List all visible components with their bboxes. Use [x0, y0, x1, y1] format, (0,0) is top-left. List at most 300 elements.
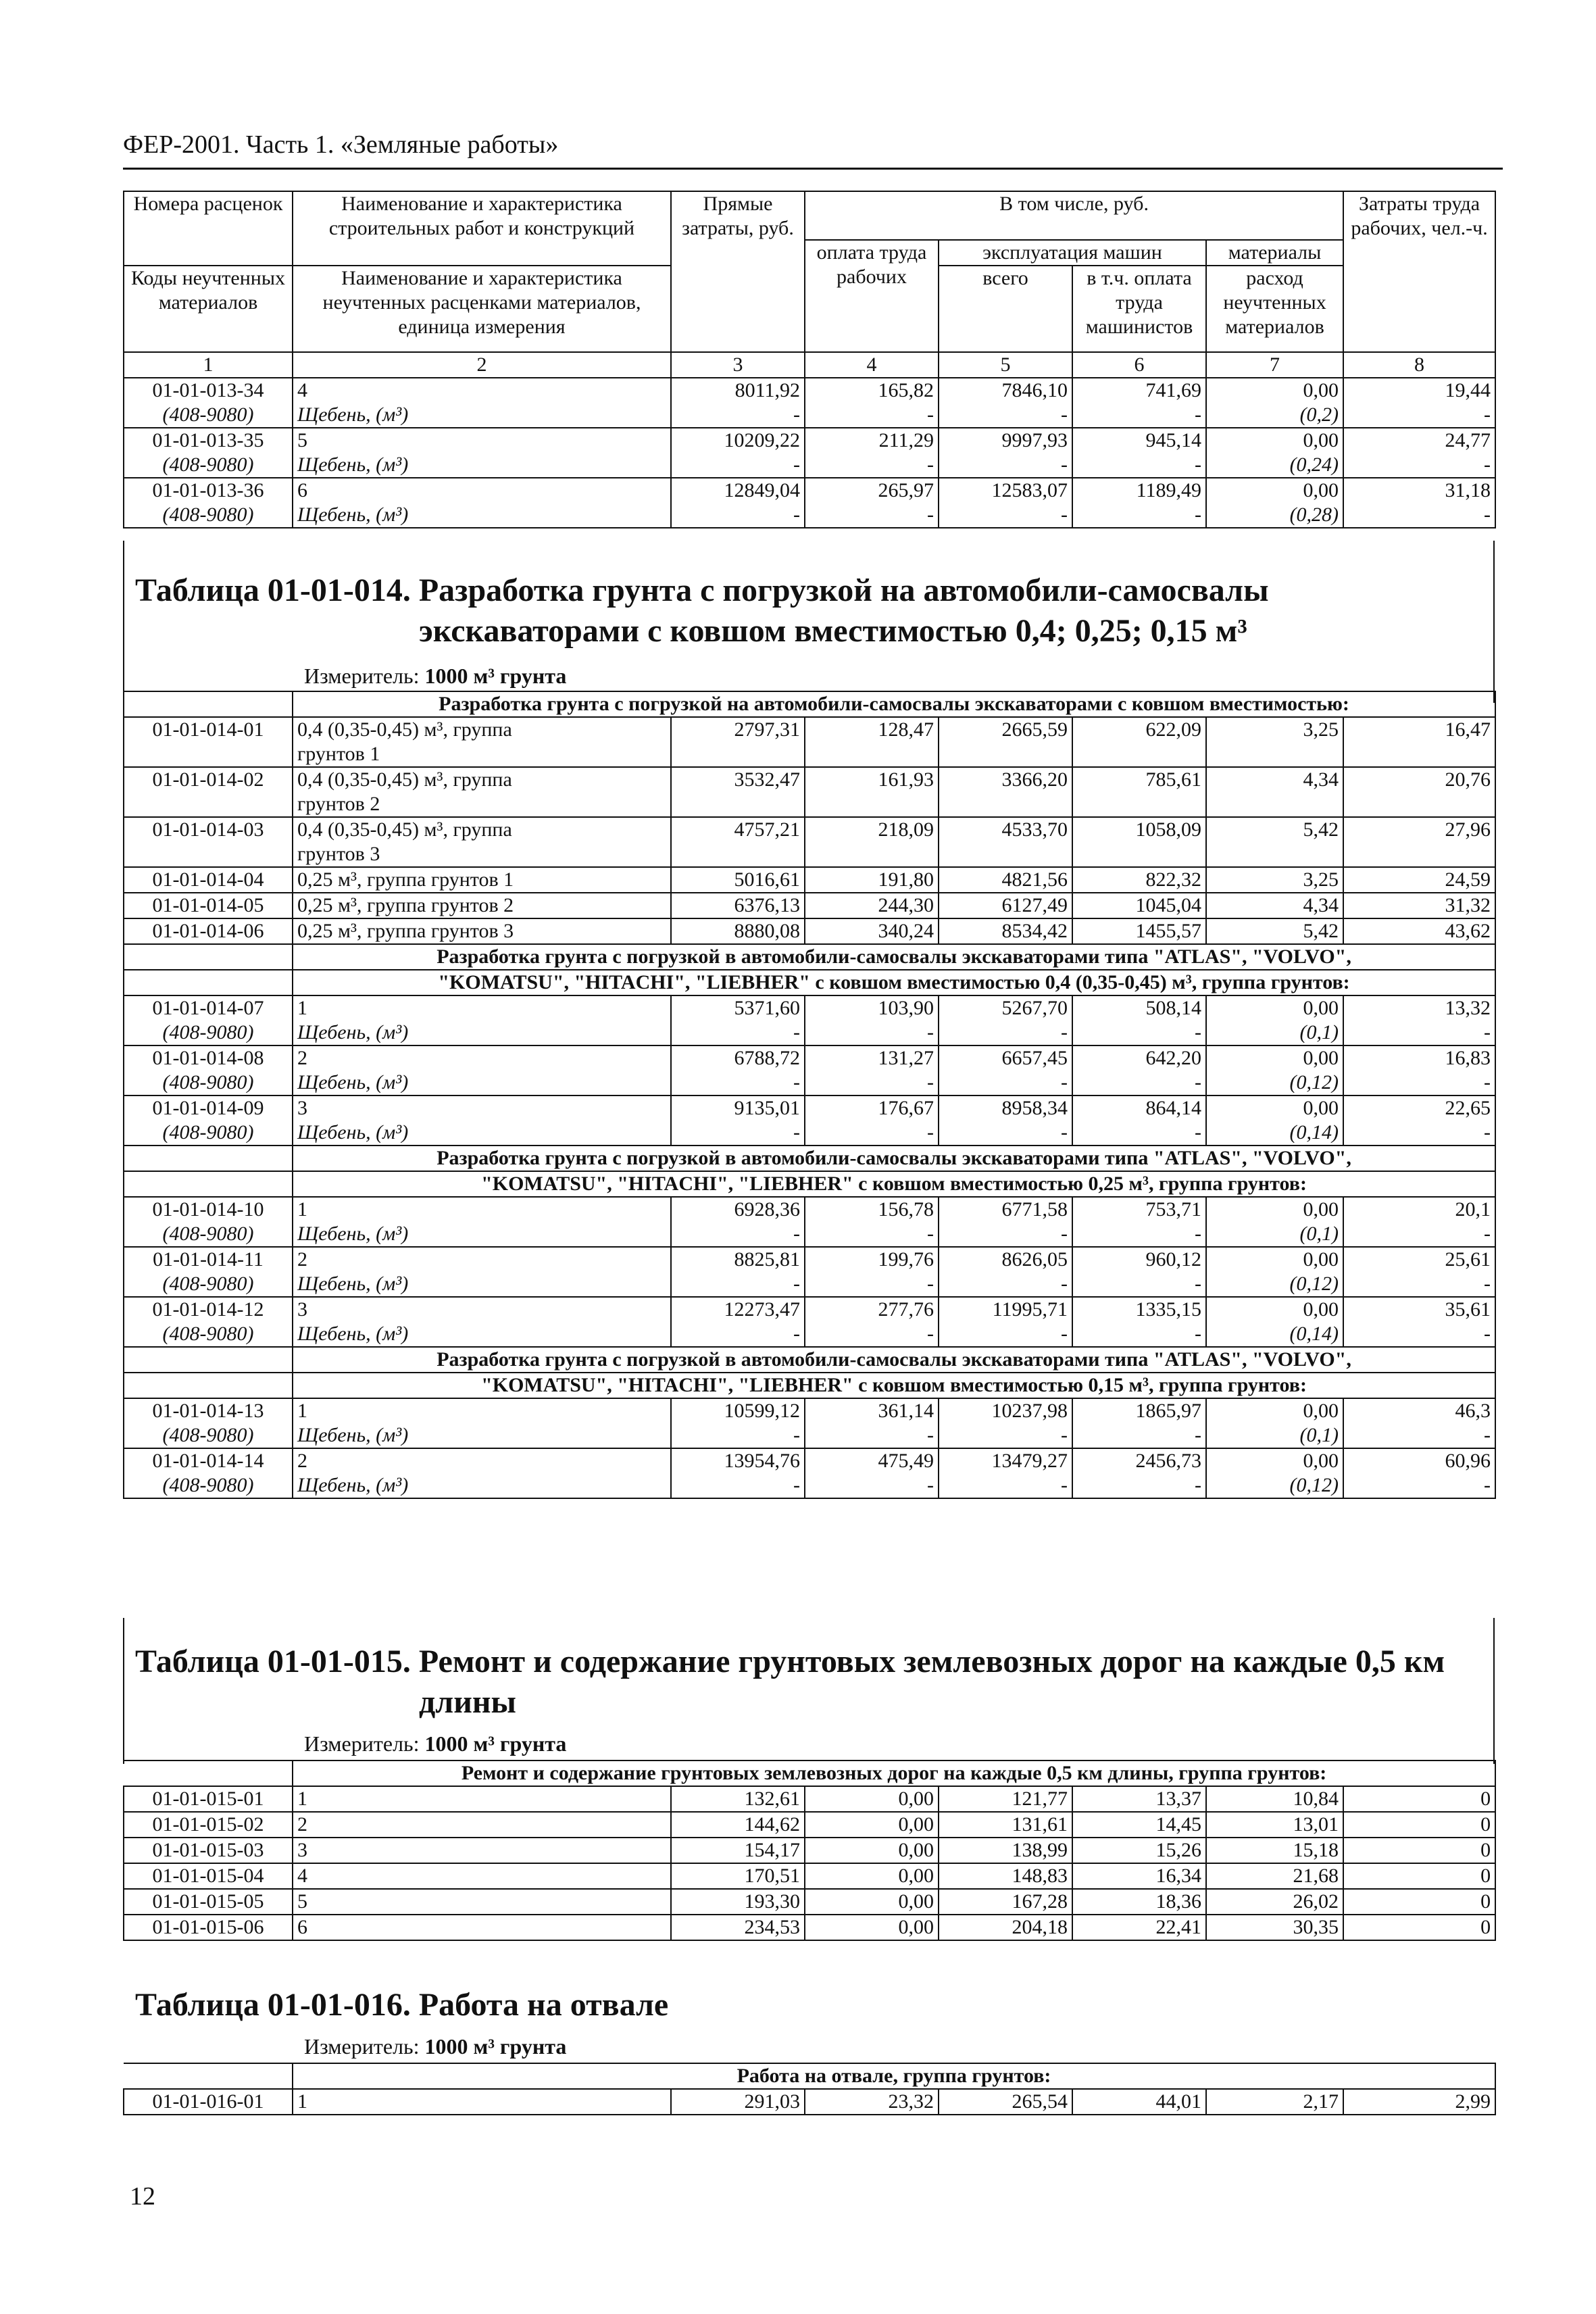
- col-header-materials: материалы: [1206, 240, 1343, 266]
- empty-cell: [1206, 842, 1343, 867]
- table-row: [124, 1197, 1495, 1222]
- direct-costs: 193,30: [671, 1889, 805, 1915]
- labor-costs: 25,61: [1343, 1247, 1495, 1272]
- meter-label: Измеритель:: [304, 664, 420, 688]
- labor-costs: 31,32: [1343, 893, 1495, 918]
- materials: 0,00: [1206, 1096, 1343, 1121]
- machines-total: 4533,70: [939, 817, 1072, 842]
- material-name: Щебень, (м³): [293, 503, 671, 528]
- direct-costs: 10599,12: [671, 1398, 805, 1423]
- rate-name: 3: [293, 1838, 671, 1863]
- empty-cell: [671, 842, 805, 867]
- table-016-title: Таблица 01-01-016. Работа на отвале: [135, 1987, 669, 2023]
- rate-code: 01-01-014-06: [124, 918, 293, 944]
- labor-costs: 0: [1343, 1812, 1495, 1838]
- col-header-worker-pay: оплата труда рабочих: [805, 240, 939, 352]
- machines-total: 12583,07: [939, 478, 1072, 503]
- rate-code: 01-01-014-10: [124, 1197, 293, 1222]
- rate-code: 01-01-014-09: [124, 1096, 293, 1121]
- operator-pay: 15,26: [1072, 1838, 1206, 1863]
- material-materials: (0,1): [1206, 1020, 1343, 1045]
- operator-pay: 864,14: [1072, 1096, 1206, 1121]
- section-heading: Работа на отвале, группа грунтов:: [293, 2063, 1495, 2089]
- table-014-meter: [304, 664, 566, 689]
- section-heading: Ремонт и содержание грунтовых землевозных дорог на каждые 0,5 км длины, группа грунтов:: [293, 1761, 1495, 1786]
- machines-total: 265,54: [939, 2089, 1072, 2115]
- material-machines-total: -: [939, 503, 1072, 528]
- machines-total: 167,28: [939, 1889, 1072, 1915]
- material-operator-pay: -: [1072, 403, 1206, 428]
- page-header: ФЕР-2001. Часть 1. «Земляные работы»: [123, 130, 559, 159]
- rate-name: 3: [293, 1297, 671, 1322]
- material-code: (408-9080): [124, 1473, 293, 1498]
- materials: 4,34: [1206, 893, 1343, 918]
- direct-costs: 4757,21: [671, 817, 805, 842]
- table-row: [124, 1247, 1495, 1272]
- empty-cell: [1343, 742, 1495, 767]
- material-code: (408-9080): [124, 1222, 293, 1247]
- worker-pay: 128,47: [805, 717, 939, 742]
- rate-name: 6: [293, 478, 671, 503]
- worker-pay: 199,76: [805, 1247, 939, 1272]
- worker-pay: 176,67: [805, 1096, 939, 1121]
- material-machines-total: -: [939, 1070, 1072, 1096]
- material-worker-pay: -: [805, 1121, 939, 1146]
- materials: 0,00: [1206, 1045, 1343, 1070]
- col-number: 1: [124, 352, 293, 378]
- table-row: [124, 1297, 1495, 1322]
- table-row: [124, 1812, 1495, 1838]
- materials: 10,84: [1206, 1786, 1343, 1812]
- column-number-row: [124, 352, 1495, 378]
- material-code: (408-9080): [124, 403, 293, 428]
- worker-pay: 23,32: [805, 2089, 939, 2115]
- table-row: [124, 867, 1495, 893]
- worker-pay: 265,97: [805, 478, 939, 503]
- section-heading: "KOMATSU", "HITACHI", "LIEBHER" с ковшом вместимостью 0,15 м³, группа грунтов:: [293, 1373, 1495, 1398]
- machines-total: 13479,27: [939, 1448, 1072, 1473]
- rate-code: 01-01-014-04: [124, 867, 293, 893]
- rates-table-014: [123, 691, 1496, 1499]
- material-operator-pay: -: [1072, 503, 1206, 528]
- rate-name: 5: [293, 428, 671, 453]
- table-015-meter: [304, 1731, 566, 1756]
- material-operator-pay: -: [1072, 1473, 1206, 1498]
- direct-costs: 291,03: [671, 2089, 805, 2115]
- empty-cell: [1343, 842, 1495, 867]
- col-header-machine-use: эксплуатация машин: [939, 240, 1206, 266]
- table-015-title-line2: длины: [419, 1684, 516, 1720]
- material-labor-costs: -: [1343, 1272, 1495, 1297]
- rate-name: 0,4 (0,35-0,45) м³, группа: [293, 717, 671, 742]
- material-labor-costs: -: [1343, 453, 1495, 478]
- material-machines-total: -: [939, 403, 1072, 428]
- machines-total: 8958,34: [939, 1096, 1072, 1121]
- material-code: (408-9080): [124, 1121, 293, 1146]
- materials: 0,00: [1206, 995, 1343, 1020]
- material-worker-pay: -: [805, 453, 939, 478]
- labor-costs: 0: [1343, 1915, 1495, 1940]
- operator-pay: 785,61: [1072, 767, 1206, 792]
- material-name: Щебень, (м³): [293, 1020, 671, 1045]
- empty-cell: [1206, 792, 1343, 817]
- operator-pay: 44,01: [1072, 2089, 1206, 2115]
- materials: 0,00: [1206, 1247, 1343, 1272]
- material-labor-costs: -: [1343, 1222, 1495, 1247]
- operator-pay: 1335,15: [1072, 1297, 1206, 1322]
- worker-pay: 0,00: [805, 1812, 939, 1838]
- rate-name: 4: [293, 1863, 671, 1889]
- material-code: (408-9080): [124, 1322, 293, 1347]
- rate-name: 1: [293, 1398, 671, 1423]
- material-code: (408-9080): [124, 1423, 293, 1448]
- labor-costs: 19,44: [1343, 378, 1495, 403]
- rate-code: 01-01-014-03: [124, 817, 293, 842]
- labor-costs: 27,96: [1343, 817, 1495, 842]
- material-materials: (0,12): [1206, 1272, 1343, 1297]
- operator-pay: 16,34: [1072, 1863, 1206, 1889]
- machines-total: 6771,58: [939, 1197, 1072, 1222]
- materials: 26,02: [1206, 1889, 1343, 1915]
- table-row: [124, 893, 1495, 918]
- table-015-title-line1: Таблица 01-01-015. Ремонт и содержание грунтовых землевозных дорог на каждые 0,5 км: [135, 1644, 1445, 1679]
- labor-costs: 0: [1343, 1889, 1495, 1915]
- labor-costs: 0: [1343, 1786, 1495, 1812]
- direct-costs: 2797,31: [671, 717, 805, 742]
- material-labor-costs: -: [1343, 1423, 1495, 1448]
- material-labor-costs: -: [1343, 1473, 1495, 1498]
- table-row: [124, 1096, 1495, 1121]
- material-machines-total: -: [939, 1423, 1072, 1448]
- meter-value: 1000 м³ грунта: [424, 1731, 567, 1756]
- machines-total: 4821,56: [939, 867, 1072, 893]
- rate-name: 1: [293, 995, 671, 1020]
- materials: 30,35: [1206, 1915, 1343, 1940]
- material-operator-pay: -: [1072, 1020, 1206, 1045]
- material-row: [124, 1070, 1495, 1096]
- labor-costs: 0: [1343, 1863, 1495, 1889]
- direct-costs: 8825,81: [671, 1247, 805, 1272]
- rate-name: 2: [293, 1247, 671, 1272]
- material-operator-pay: -: [1072, 1070, 1206, 1096]
- rate-name: 0,25 м³, группа грунтов 2: [293, 893, 671, 918]
- material-labor-costs: -: [1343, 1121, 1495, 1146]
- material-row: [124, 453, 1495, 478]
- section-heading: Разработка грунта с погрузкой в автомобили-самосвалы экскаваторами типа "ATLAS", "VOLVO",: [293, 1146, 1495, 1171]
- empty-cell: [805, 842, 939, 867]
- operator-pay: 1455,57: [1072, 918, 1206, 944]
- material-operator-pay: -: [1072, 1272, 1206, 1297]
- material-row: [124, 1272, 1495, 1297]
- labor-costs: 31,18: [1343, 478, 1495, 503]
- col-number: 3: [671, 352, 805, 378]
- operator-pay: 753,71: [1072, 1197, 1206, 1222]
- worker-pay: 156,78: [805, 1197, 939, 1222]
- material-worker-pay: -: [805, 1070, 939, 1096]
- material-direct-costs: -: [671, 1070, 805, 1096]
- labor-costs: 24,77: [1343, 428, 1495, 453]
- material-worker-pay: -: [805, 1222, 939, 1247]
- worker-pay: 191,80: [805, 867, 939, 893]
- materials: 21,68: [1206, 1863, 1343, 1889]
- material-name: Щебень, (м³): [293, 1423, 671, 1448]
- material-row: [124, 503, 1495, 528]
- rate-name: 1: [293, 2089, 671, 2115]
- worker-pay: 103,90: [805, 995, 939, 1020]
- material-name: Щебень, (м³): [293, 1121, 671, 1146]
- material-row: [124, 1020, 1495, 1045]
- rate-code: 01-01-014-13: [124, 1398, 293, 1423]
- material-name: Щебень, (м³): [293, 1272, 671, 1297]
- rate-name: 5: [293, 1889, 671, 1915]
- meter-label: Измеритель:: [304, 1731, 420, 1756]
- operator-pay: 22,41: [1072, 1915, 1206, 1940]
- material-operator-pay: -: [1072, 453, 1206, 478]
- material-machines-total: -: [939, 1272, 1072, 1297]
- machines-total: 6657,45: [939, 1045, 1072, 1070]
- material-worker-pay: -: [805, 1423, 939, 1448]
- material-machines-total: -: [939, 1222, 1072, 1247]
- rate-code: 01-01-015-01: [124, 1786, 293, 1812]
- material-materials: (0,2): [1206, 403, 1343, 428]
- rate-code: 01-01-014-07: [124, 995, 293, 1020]
- materials: 13,01: [1206, 1812, 1343, 1838]
- empty-cell: [124, 742, 293, 767]
- materials: 5,42: [1206, 918, 1343, 944]
- operator-pay: 508,14: [1072, 995, 1206, 1020]
- direct-costs: 9135,01: [671, 1096, 805, 1121]
- rate-name: 1: [293, 1786, 671, 1812]
- worker-pay: 218,09: [805, 817, 939, 842]
- table-row: [124, 378, 1495, 403]
- material-direct-costs: -: [671, 1020, 805, 1045]
- rate-name: 0,4 (0,35-0,45) м³, группа: [293, 767, 671, 792]
- machines-total: 131,61: [939, 1812, 1072, 1838]
- rates-table-016: [123, 2063, 1496, 2115]
- col-header-material-codes: Коды неучтенных материалов: [124, 266, 293, 352]
- operator-pay: 642,20: [1072, 1045, 1206, 1070]
- worker-pay: 475,49: [805, 1448, 939, 1473]
- empty-cell: [805, 792, 939, 817]
- meter-value: 1000 м³ грунта: [424, 2034, 567, 2059]
- material-name: Щебень, (м³): [293, 1222, 671, 1247]
- rate-code: 01-01-014-01: [124, 717, 293, 742]
- materials: 0,00: [1206, 1197, 1343, 1222]
- machines-total: 204,18: [939, 1915, 1072, 1940]
- rate-name: 1: [293, 1197, 671, 1222]
- labor-costs: 0: [1343, 1838, 1495, 1863]
- material-code: (408-9080): [124, 1020, 293, 1045]
- meter-label: Измеритель:: [304, 2034, 420, 2059]
- material-row: [124, 403, 1495, 428]
- operator-pay: 2456,73: [1072, 1448, 1206, 1473]
- material-worker-pay: -: [805, 1020, 939, 1045]
- table-row: [124, 995, 1495, 1020]
- meter-value: 1000 м³ грунта: [424, 664, 567, 688]
- col-header-material-consumption: расход неучтенных материалов: [1206, 266, 1343, 352]
- rate-code: 01-01-014-14: [124, 1448, 293, 1473]
- material-labor-costs: -: [1343, 1020, 1495, 1045]
- rate-code: 01-01-015-06: [124, 1915, 293, 1940]
- operator-pay: 1045,04: [1072, 893, 1206, 918]
- operator-pay: 1865,97: [1072, 1398, 1206, 1423]
- materials: 0,00: [1206, 1297, 1343, 1322]
- col-number: 7: [1206, 352, 1343, 378]
- labor-costs: 20,76: [1343, 767, 1495, 792]
- rate-name: 0,4 (0,35-0,45) м³, группа: [293, 817, 671, 842]
- table-row: [124, 1863, 1495, 1889]
- col-header-including: В том числе, руб.: [805, 191, 1343, 240]
- material-worker-pay: -: [805, 403, 939, 428]
- rate-name-continued: грунтов 2: [293, 792, 671, 817]
- operator-pay: 960,12: [1072, 1247, 1206, 1272]
- direct-costs: 13954,76: [671, 1448, 805, 1473]
- material-labor-costs: -: [1343, 503, 1495, 528]
- col-header-rate-number: Номера расценок: [124, 191, 293, 266]
- material-operator-pay: -: [1072, 1222, 1206, 1247]
- material-materials: (0,14): [1206, 1322, 1343, 1347]
- direct-costs: 144,62: [671, 1812, 805, 1838]
- rate-code: 01-01-015-05: [124, 1889, 293, 1915]
- materials: 0,00: [1206, 428, 1343, 453]
- material-direct-costs: -: [671, 453, 805, 478]
- materials: 3,25: [1206, 717, 1343, 742]
- worker-pay: 0,00: [805, 1838, 939, 1863]
- machines-total: 148,83: [939, 1863, 1072, 1889]
- rate-name: 2: [293, 1045, 671, 1070]
- table-row: [124, 478, 1495, 503]
- section-heading: "KOMATSU", "HITACHI", "LIEBHER" с ковшом вместимостью 0,25 м³, группа грунтов:: [293, 1171, 1495, 1197]
- rate-name: 0,25 м³, группа грунтов 1: [293, 867, 671, 893]
- empty-cell: [1072, 792, 1206, 817]
- rate-code: 01-01-016-01: [124, 2089, 293, 2115]
- machines-total: 2665,59: [939, 717, 1072, 742]
- material-name: Щебень, (м³): [293, 1473, 671, 1498]
- materials: 0,00: [1206, 1398, 1343, 1423]
- table-row: [124, 428, 1495, 453]
- worker-pay: 0,00: [805, 1786, 939, 1812]
- empty-cell: [939, 842, 1072, 867]
- worker-pay: 0,00: [805, 1889, 939, 1915]
- material-operator-pay: -: [1072, 1322, 1206, 1347]
- rate-code: 01-01-014-08: [124, 1045, 293, 1070]
- material-row: [124, 1423, 1495, 1448]
- table-row: [124, 1889, 1495, 1915]
- rate-code: 01-01-013-36: [124, 478, 293, 503]
- material-machines-total: -: [939, 1322, 1072, 1347]
- operator-pay: 622,09: [1072, 717, 1206, 742]
- material-code: (408-9080): [124, 1070, 293, 1096]
- rate-name-continued: грунтов 3: [293, 842, 671, 867]
- table-row-continuation: [124, 742, 1495, 767]
- empty-cell: [124, 792, 293, 817]
- empty-cell: [1206, 742, 1343, 767]
- table-014-title-line2: экскаваторами с ковшом вместимостью 0,4; 0,25; 0,15 м³: [419, 613, 1247, 649]
- col-header-material-names: Наименование и характеристика неучтенных расценками материалов, единица измерения: [293, 266, 671, 352]
- material-worker-pay: -: [805, 1322, 939, 1347]
- material-machines-total: -: [939, 1121, 1072, 1146]
- header-rule: [123, 168, 1503, 170]
- labor-costs: 2,99: [1343, 2089, 1495, 2115]
- col-header-direct-costs: Прямые затраты, руб.: [671, 191, 805, 352]
- rate-code: 01-01-015-03: [124, 1838, 293, 1863]
- col-number: 4: [805, 352, 939, 378]
- worker-pay: 0,00: [805, 1863, 939, 1889]
- machines-total: 121,77: [939, 1786, 1072, 1812]
- machines-total: 6127,49: [939, 893, 1072, 918]
- machines-total: 138,99: [939, 1838, 1072, 1863]
- operator-pay: 822,32: [1072, 867, 1206, 893]
- table-row: [124, 2089, 1495, 2115]
- material-worker-pay: -: [805, 1272, 939, 1297]
- rate-name-continued: грунтов 1: [293, 742, 671, 767]
- rate-name: 3: [293, 1096, 671, 1121]
- material-direct-costs: -: [671, 1473, 805, 1498]
- materials: 15,18: [1206, 1838, 1343, 1863]
- worker-pay: 165,82: [805, 378, 939, 403]
- labor-costs: 13,32: [1343, 995, 1495, 1020]
- operator-pay: 18,36: [1072, 1889, 1206, 1915]
- direct-costs: 12273,47: [671, 1297, 805, 1322]
- rate-code: 01-01-013-35: [124, 428, 293, 453]
- direct-costs: 6788,72: [671, 1045, 805, 1070]
- col-header-labor-costs: Затраты труда рабочих, чел.-ч.: [1343, 191, 1495, 352]
- direct-costs: 8880,08: [671, 918, 805, 944]
- operator-pay: 1058,09: [1072, 817, 1206, 842]
- labor-costs: 60,96: [1343, 1448, 1495, 1473]
- material-worker-pay: -: [805, 1473, 939, 1498]
- table-row: [124, 817, 1495, 842]
- rate-code: 01-01-015-02: [124, 1812, 293, 1838]
- labor-costs: 35,61: [1343, 1297, 1495, 1322]
- empty-cell: [1343, 792, 1495, 817]
- empty-cell: [671, 792, 805, 817]
- operator-pay: 945,14: [1072, 428, 1206, 453]
- col-header-machines-total: всего: [939, 266, 1072, 352]
- rate-code: 01-01-014-02: [124, 767, 293, 792]
- material-direct-costs: -: [671, 403, 805, 428]
- material-materials: (0,1): [1206, 1423, 1343, 1448]
- worker-pay: 211,29: [805, 428, 939, 453]
- labor-costs: 43,62: [1343, 918, 1495, 944]
- material-name: Щебень, (м³): [293, 1322, 671, 1347]
- direct-costs: 154,17: [671, 1838, 805, 1863]
- section-heading: Разработка грунта с погрузкой в автомобили-самосвалы экскаваторами типа "ATLAS", "VOLVO",: [293, 1347, 1495, 1373]
- rate-code: 01-01-014-11: [124, 1247, 293, 1272]
- empty-cell: [124, 842, 293, 867]
- machines-total: 11995,71: [939, 1297, 1072, 1322]
- material-materials: (0,12): [1206, 1070, 1343, 1096]
- worker-pay: 0,00: [805, 1915, 939, 1940]
- direct-costs: 132,61: [671, 1786, 805, 1812]
- worker-pay: 340,24: [805, 918, 939, 944]
- material-row: [124, 1473, 1495, 1498]
- material-labor-costs: -: [1343, 1070, 1495, 1096]
- col-number: 2: [293, 352, 671, 378]
- direct-costs: 5016,61: [671, 867, 805, 893]
- table-row: [124, 1448, 1495, 1473]
- section-heading: Разработка грунта с погрузкой на автомобили-самосвалы экскаваторами с ковшом вместимостью:: [293, 691, 1495, 717]
- worker-pay: 244,30: [805, 893, 939, 918]
- rate-name: 2: [293, 1448, 671, 1473]
- table-row: [124, 1786, 1495, 1812]
- labor-costs: 22,65: [1343, 1096, 1495, 1121]
- material-labor-costs: -: [1343, 403, 1495, 428]
- table-row: [124, 767, 1495, 792]
- empty-cell: [939, 742, 1072, 767]
- rate-name: 6: [293, 1915, 671, 1940]
- direct-costs: 6928,36: [671, 1197, 805, 1222]
